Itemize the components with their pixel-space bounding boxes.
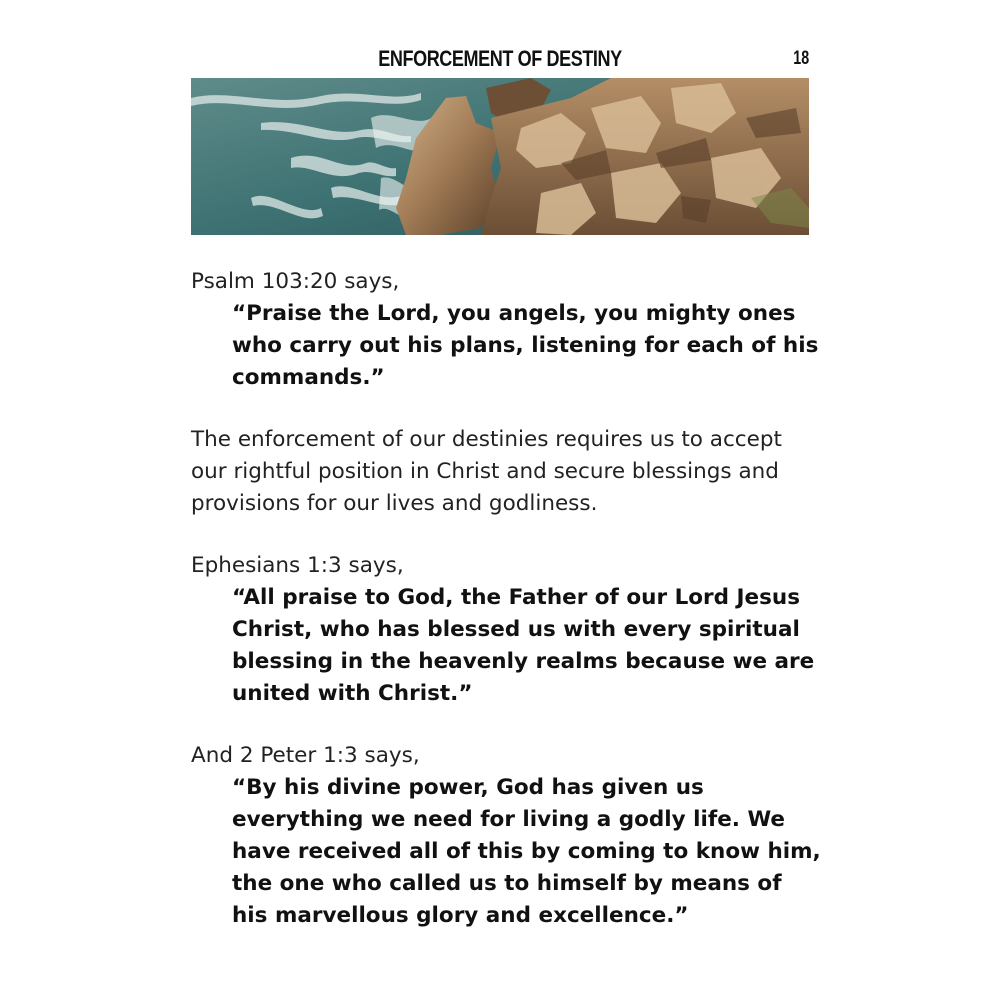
- quote-line: Christ, who has blessed us with every spiritual: [232, 617, 800, 642]
- paragraph-line: The enforcement of our destinies requires us to accept: [191, 427, 782, 452]
- quote-line: have received all of this by coming to know him,: [232, 839, 821, 864]
- quote-line: who carry out his plans, listening for each of his: [232, 333, 819, 358]
- paragraph-line: provisions for our lives and godliness.: [191, 491, 598, 516]
- page-body: [191, 266, 831, 932]
- quote-line: everything we need for living a godly life. We: [232, 807, 785, 832]
- scripture-intro: And 2 Peter 1:3 says,: [191, 743, 420, 768]
- scripture-intro: Psalm 103:20 says,: [191, 269, 400, 294]
- paragraph-line: our rightful position in Christ and secure blessings and: [191, 459, 779, 484]
- scripture-quote: [232, 298, 831, 394]
- page-header: [191, 44, 809, 78]
- page-number: 18: [793, 48, 809, 69]
- coastal-rocks-illustration: [191, 78, 809, 235]
- scripture-quote: [232, 772, 831, 932]
- quote-line: “By his divine power, God has given us: [232, 775, 704, 800]
- quote-line: blessing in the heavenly realms because we are: [232, 649, 815, 674]
- quote-line: commands.”: [232, 365, 385, 390]
- quote-line: “Praise the Lord, you angels, you mighty ones: [232, 301, 796, 326]
- quote-line: the one who called us to himself by means of: [232, 871, 782, 896]
- quote-line: “All praise to God, the Father of our Lord Jesus: [232, 585, 800, 610]
- scripture-intro: Ephesians 1:3 says,: [191, 553, 404, 578]
- chapter-title: ENFORCEMENT OF DESTINY: [378, 46, 622, 71]
- body-paragraph: [191, 424, 831, 520]
- quote-line: his marvellous glory and excellence.”: [232, 903, 689, 928]
- scripture-quote: [232, 582, 831, 710]
- quote-line: united with Christ.”: [232, 681, 473, 706]
- coastal-rocks-photo: [191, 78, 809, 235]
